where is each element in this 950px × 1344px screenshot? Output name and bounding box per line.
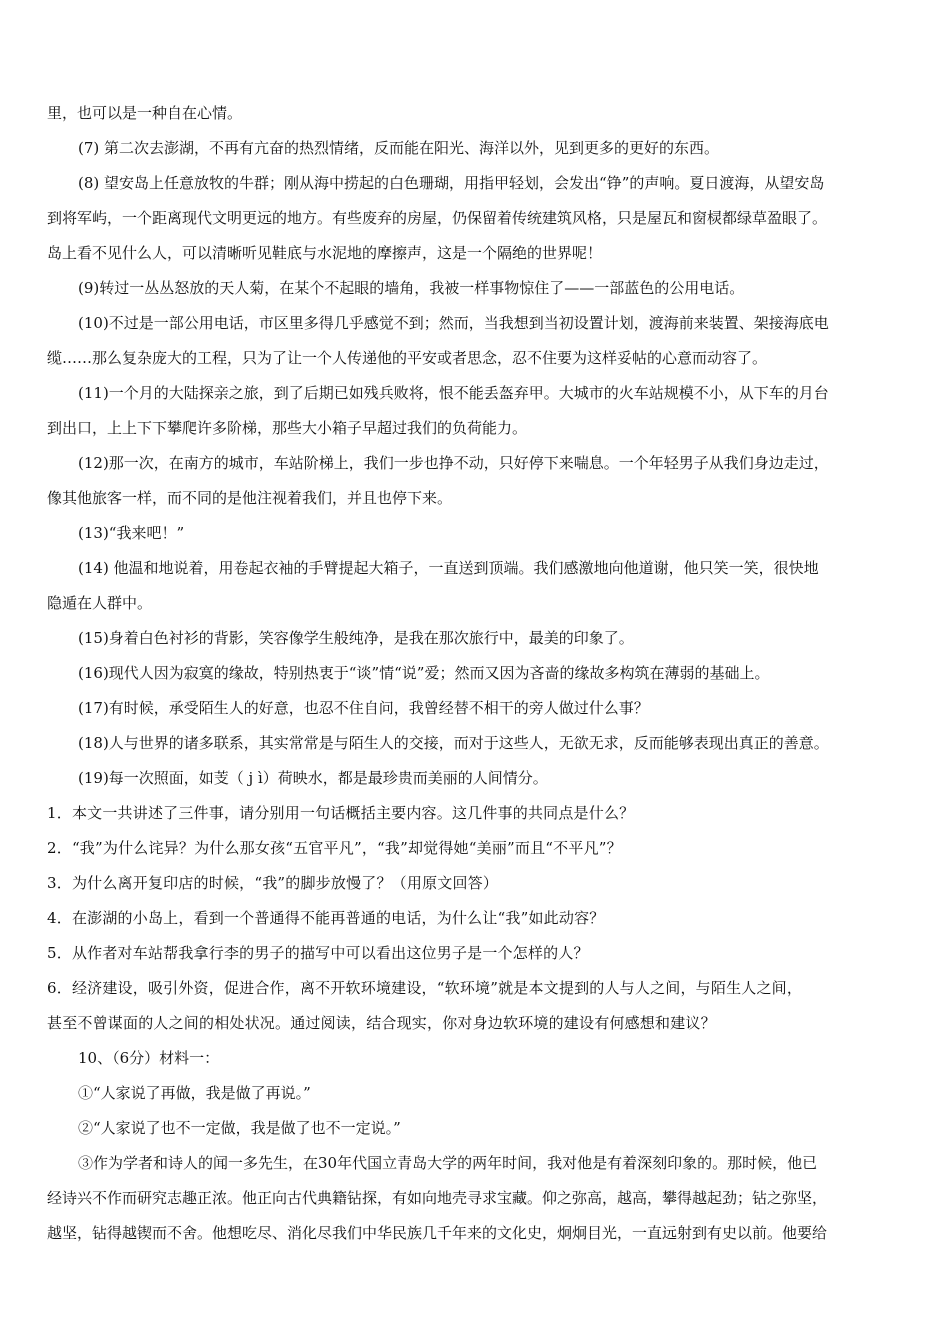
material-item-1: ①“人家说了再做，我是做了再说。” bbox=[78, 1084, 311, 1102]
paragraph-8-line-2: 到将军屿，一个距离现代文明更远的地方。有些废弃的房屋，仍保留着传统建筑风格，只是屋瓦和窗棂都绿草盈眼了。 bbox=[47, 209, 828, 227]
paragraph-12-line-2: 像其他旅客一样，而不同的是他注视着我们，并且也停下来。 bbox=[47, 489, 453, 507]
material-item-3-line-2: 经诗兴不作而研究志趣正浓。他正向古代典籍钻探，有如向地壳寻求宝藏。仰之弥高，越高，攀得越起劲；钻之弥坚， bbox=[47, 1189, 828, 1207]
paragraph-14-line-2: 隐遁在人群中。 bbox=[47, 594, 153, 612]
paragraph-9: (9)转过一丛丛怒放的天人菊，在某个不起眼的墙角，我被一样事物惊住了——一部蓝色的公用电话。 bbox=[78, 279, 745, 297]
paragraph-14-line-1: (14) 他温和地说着，用卷起衣袖的手臂提起大箱子，一直送到顶端。我们感激地向他道谢，他只笑一笑，很快地 bbox=[78, 559, 819, 577]
text-line-continuation: 里，也可以是一种自在心情。 bbox=[47, 104, 243, 122]
question-5: 5．从作者对车站帮我拿行李的男子的描写中可以看出这位男子是一个怎样的人？ bbox=[47, 944, 589, 962]
section-10-heading: 10、（6分）材料一： bbox=[78, 1049, 220, 1067]
paragraph-13: (13)“我来吧！” bbox=[78, 524, 185, 542]
paragraph-16: (16)现代人因为寂寞的缘故，特别热衷于“谈”情“说”爱；然而又因为吝啬的缘故多构筑在薄弱的基础上。 bbox=[78, 664, 770, 682]
question-4: 4．在澎湖的小岛上，看到一个普通得不能再普通的电话，为什么让“我”如此动容？ bbox=[47, 909, 605, 927]
question-1: 1．本文一共讲述了三件事，请分别用一句话概括主要内容。这几件事的共同点是什么？ bbox=[47, 804, 635, 822]
material-item-3-line-3: 越坚，钻得越锲而不舍。他想吃尽、消化尽我们中华民族几千年来的文化史，炯炯目光，一直远射到有史以前。他要给 bbox=[47, 1224, 828, 1242]
paragraph-15: (15)身着白色衬衫的背影，笑容像学生般纯净，是我在那次旅行中，最美的印象了。 bbox=[78, 629, 634, 647]
paragraph-8-line-1: (8) 望安岛上任意放牧的牛群；刚从海中捞起的白色珊瑚，用指甲轻划，会发出“铮”的声响。夏日渡海，从望安岛 bbox=[78, 174, 825, 192]
question-6-line-1: 6．经济建设，吸引外资，促进合作，离不开软环境建设，“软环境”就是本文提到的人与人之间，与陌生人之间， bbox=[47, 979, 803, 997]
paragraph-12-line-1: (12)那一次，在南方的城市，车站阶梯上，我们一步也挣不动，只好停下来喘息。一个年轻男子从我们身边走过， bbox=[78, 454, 829, 472]
question-6-line-2: 甚至不曾谋面的人之间的相处状况。通过阅读，结合现实，你对身边软环境的建设有何感想和建议？ bbox=[47, 1014, 716, 1032]
paragraph-10-line-1: (10)不过是一部公用电话，市区里多得几乎感觉不到；然而，当我想到当初设置计划，渡海前来装置、架接海底电 bbox=[78, 314, 829, 332]
paragraph-17: (17)有时候，承受陌生人的好意，也忍不住自问，我曾经替不相干的旁人做过什么事？ bbox=[78, 699, 649, 717]
paragraph-8-line-3: 岛上看不见什么人，可以清晰听见鞋底与水泥地的摩擦声，这是一个隔绝的世界呢！ bbox=[47, 244, 603, 262]
question-2: 2．“我”为什么诧异？为什么那女孩“五官平凡”，“我”却觉得她“美丽”而且“不平凡”？ bbox=[47, 839, 622, 857]
paragraph-19: (19)每一次照面，如芰（ j ì）荷映水，都是最珍贵而美丽的人间情分。 bbox=[78, 769, 548, 787]
paragraph-7: (7) 第二次去澎湖，不再有亢奋的热烈情绪，反而能在阳光、海洋以外，见到更多的更好的东西。 bbox=[78, 139, 720, 157]
paragraph-10-line-2: 缆……那么复杂庞大的工程，只为了让一个人传递他的平安或者思念，忍不住要为这样妥帖的心意而动容了。 bbox=[47, 349, 768, 367]
material-item-3-line-1: ③作为学者和诗人的闻一多先生，在30年代国立青岛大学的两年时间，我对他是有着深刻印象的。那时候，他已 bbox=[78, 1154, 818, 1172]
paragraph-11-line-1: (11)一个月的大陆探亲之旅，到了后期已如残兵败将，恨不能丢盔弃甲。大城市的火车站规模不小，从下车的月台 bbox=[78, 384, 829, 402]
paragraph-18: (18)人与世界的诸多联系，其实常常是与陌生人的交接，而对于这些人，无欲无求，反而能够表现出真正的善意。 bbox=[78, 734, 829, 752]
question-3: 3．为什么离开复印店的时候，“我”的脚步放慢了？（用原文回答） bbox=[47, 874, 499, 892]
paragraph-11-line-2: 到出口，上上下下攀爬许多阶梯，那些大小箱子早超过我们的负荷能力。 bbox=[47, 419, 528, 437]
material-item-2: ②“人家说了也不一定做，我是做了也不一定说。” bbox=[78, 1119, 401, 1137]
